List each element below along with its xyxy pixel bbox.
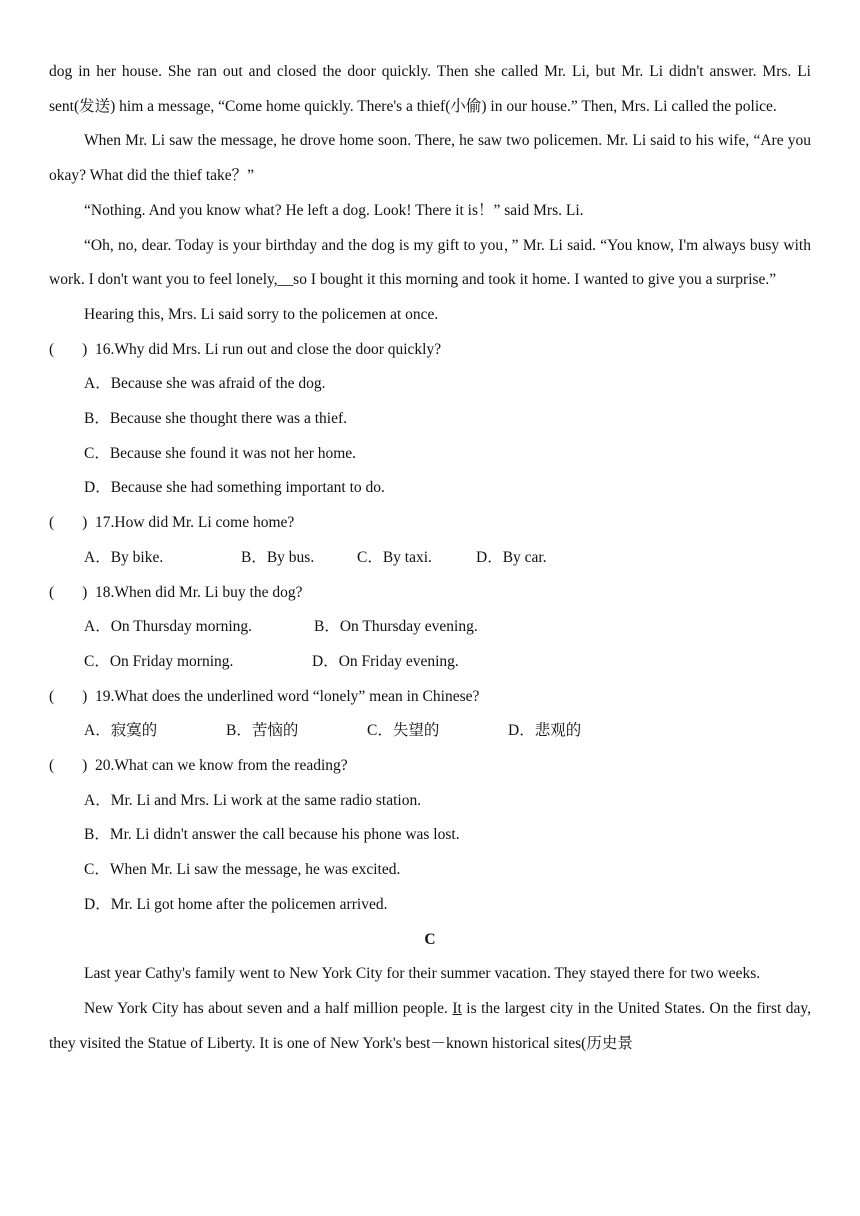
question-16-option-a: A．Because she was afraid of the dog. xyxy=(84,375,326,393)
question-18-option-a: A．On Thursday morning. xyxy=(84,618,253,636)
question-19-option-b: B．苦恼的 xyxy=(226,722,299,740)
question-19-option-a: A．寂寞的 xyxy=(84,722,158,740)
question-20-option-a: A．Mr. Li and Mrs. Li work at the same radio station. xyxy=(84,791,422,809)
question-20-option-c: C．When Mr. Li saw the message, he was excited. xyxy=(84,861,401,879)
passage-c-paragraph-2 xyxy=(49,992,811,1061)
question-18-options-row-2 xyxy=(49,645,811,680)
paragraph-2-text-end: is the largest city in the United States. On the first day, they visited the Statue of Liberty. It is one of New York's best－known historical sites(历史景 xyxy=(49,999,811,1052)
question-18-option-c: C．On Friday morning. xyxy=(84,652,234,670)
question-20-option-b: B．Mr. Li didn't answer the call because his phone was lost. xyxy=(84,826,460,844)
section-heading-c: C xyxy=(424,930,436,948)
passage-b-paragraph-1: dog in her house. She ran out and closed the door quickly. Then she called Mr. Li, but Mr. Li didn't answer. Mrs. Li sent(发送) him a message, “Come home quickly. There's a thief(小偷) in our house.” Then, Mrs. Li called the police. xyxy=(49,63,811,115)
question-19-options xyxy=(49,714,811,749)
question-18-option-d: D．On Friday evening. xyxy=(312,652,459,670)
passage-b-paragraph-3: “Nothing. And you know what? He left a dog. Look! There it is！” said Mrs. Li. xyxy=(84,201,584,219)
question-17-stem: ( ) 17.How did Mr. Li come home? xyxy=(49,506,811,541)
passage-b-paragraph-2: When Mr. Li saw the message, he drove home soon. There, he saw two policemen. Mr. Li said to his wife, “Are you okay? What did the thief take？” xyxy=(49,132,811,185)
question-17-option-a: A．By bike. xyxy=(84,548,164,566)
question-19-option-c: C．失望的 xyxy=(367,722,440,740)
underlined-word-it: It xyxy=(452,999,462,1017)
question-18-option-b: B．On Thursday evening. xyxy=(314,618,478,636)
question-18-stem: ( ) 18.When did Mr. Li buy the dog? xyxy=(49,576,811,611)
underlined-word-lonely: lonely, xyxy=(236,271,278,289)
answer-blank[interactable]: ( ) xyxy=(49,514,88,532)
question-19-option-d: D．悲观的 xyxy=(508,722,582,740)
question-19-stem: ( ) 19.What does the underlined word “lonely” mean in Chinese? xyxy=(49,680,811,715)
passage-c-paragraph-1: Last year Cathy's family went to New York City for their summer vacation. They stayed there for two weeks. xyxy=(84,965,761,983)
passage-b-paragraph-5: Hearing this, Mrs. Li said sorry to the policemen at once. xyxy=(84,305,439,323)
question-20-stem: ( ) 20.What can we know from the reading? xyxy=(49,749,811,784)
question-17-option-b: B．By bus. xyxy=(241,548,315,566)
question-18-options-row-1 xyxy=(49,610,811,645)
answer-blank[interactable]: ( ) xyxy=(49,340,88,358)
paragraph-4-text-start: “Oh, no, dear. Today is your birthday and the dog is my gift to you，” Mr. Li said. “You know, I'm always busy with work. I don't want you to feel xyxy=(49,236,811,289)
question-20-option-d: D．Mr. Li got home after the policemen arrived. xyxy=(84,895,388,913)
question-17-option-c: C．By taxi. xyxy=(357,548,432,566)
question-16-option-c: C．Because she found it was not her home. xyxy=(84,444,357,462)
question-17-option-d: D．By car. xyxy=(476,548,547,566)
document-page xyxy=(49,55,811,1061)
question-16-option-d: D．Because she had something important to do. xyxy=(84,479,385,497)
answer-blank[interactable]: ( ) xyxy=(49,757,88,775)
answer-blank[interactable]: ( ) xyxy=(49,583,88,601)
paragraph-2-text-start: New York City has about seven and a half million people. xyxy=(84,999,453,1017)
answer-blank[interactable]: ( ) xyxy=(49,687,88,705)
paragraph-4-text-end: __so I bought it this morning and took it home. I wanted to give you a surprise.” xyxy=(277,271,777,289)
question-16-stem: ( ) 16.Why did Mrs. Li run out and close the door quickly? xyxy=(49,333,811,368)
passage-b-paragraph-4 xyxy=(49,229,811,298)
question-16-option-b: B．Because she thought there was a thief. xyxy=(84,410,347,428)
question-17-options xyxy=(49,541,811,576)
